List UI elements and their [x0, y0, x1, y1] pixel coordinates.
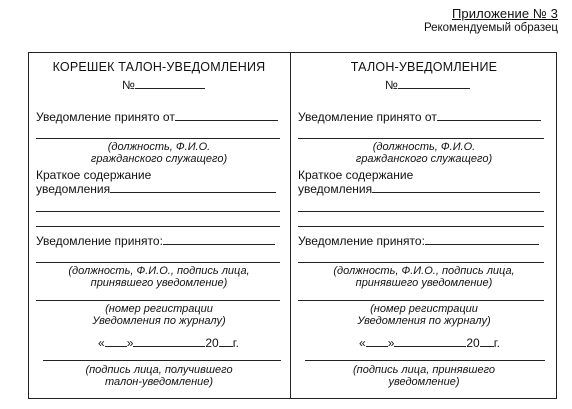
summary-line-3 — [298, 226, 544, 227]
stub-received-from — [36, 110, 278, 124]
accepted-label: Уведомление принято: — [36, 234, 163, 248]
date-year: 20 — [205, 336, 219, 350]
received-from-line-2 — [298, 138, 544, 139]
accepted-line — [425, 234, 539, 245]
note-line: (должность, Ф.И.О. — [107, 141, 211, 153]
date-suffix: г. — [232, 336, 239, 350]
note-line: талон-уведомление) — [104, 376, 214, 388]
appendix-header — [424, 6, 558, 36]
summary-line — [110, 182, 276, 193]
note-line: (должность, Ф.И.О., подпись лица, — [68, 265, 250, 277]
note-line: гражданского служащего) — [355, 153, 493, 165]
received-from-line — [175, 110, 278, 121]
number-sign: № — [122, 78, 135, 92]
slip-title: ТАЛОН-УВЕДОМЛЕНИЕ — [350, 60, 498, 74]
summary-label-2: уведомления — [36, 182, 111, 196]
note-line: принявшего уведомление) — [90, 277, 228, 289]
date-quote-open: « — [359, 336, 366, 350]
note-line: (должность, Ф.И.О. — [372, 141, 476, 153]
month-line — [133, 336, 205, 347]
recommended-sample-label: Рекомендуемый образец — [423, 22, 558, 34]
note-line: гражданского служащего) — [90, 153, 228, 165]
summary-line-2 — [36, 211, 280, 212]
summary-line — [372, 182, 540, 193]
stub-position-note — [28, 141, 290, 165]
note-line: принявшего уведомление) — [355, 277, 493, 289]
received-from-line-2 — [36, 138, 280, 139]
note-line: Уведомления по журналу) — [357, 315, 491, 327]
slip-received-from — [298, 110, 541, 124]
received-from-label: Уведомление принято от — [298, 110, 437, 124]
slip-position-note — [291, 141, 557, 165]
number-line — [135, 78, 205, 89]
summary-label-2: уведомления — [298, 182, 373, 196]
received-from-label: Уведомление принято от — [36, 110, 175, 124]
day-line — [366, 336, 388, 347]
accepted-line-2 — [36, 262, 280, 263]
stub-number-label — [122, 78, 205, 92]
received-from-line — [437, 110, 541, 121]
year-line — [480, 336, 494, 347]
stub-receiver-note — [28, 364, 290, 388]
number-line — [398, 78, 470, 89]
date-quote-close: » — [387, 336, 395, 350]
slip-acceptor-signature-note — [291, 364, 557, 388]
day-line — [105, 336, 127, 347]
date-quote-close: » — [126, 336, 134, 350]
stub-summary — [36, 168, 276, 196]
note-line: (подпись лица, принявшего — [352, 364, 496, 376]
stub-title: КОРЕШЕК ТАЛОН-УВЕДОМЛЕНИЯ — [52, 60, 266, 74]
accepted-line-2 — [298, 262, 544, 263]
slip-accepted — [298, 234, 539, 248]
stub-date — [98, 336, 239, 350]
note-line: уведомление) — [388, 376, 460, 388]
slip-date — [359, 336, 500, 350]
registration-line — [298, 300, 544, 301]
accepted-label: Уведомление принято: — [298, 234, 425, 248]
summary-line-3 — [36, 226, 280, 227]
note-line: Уведомления по журналу) — [92, 315, 226, 327]
number-sign: № — [385, 78, 398, 92]
slip-summary — [298, 168, 540, 196]
registration-line — [36, 300, 280, 301]
receiver-signature-line — [43, 360, 281, 361]
month-line — [394, 336, 466, 347]
stub-registration-note — [28, 303, 290, 327]
summary-line-2 — [298, 211, 544, 212]
note-line: (должность, Ф.И.О., подпись лица, — [333, 265, 515, 277]
year-line — [219, 336, 233, 347]
stub-acceptor-note — [28, 265, 290, 289]
accepted-line — [163, 234, 275, 245]
summary-label-1: Краткое содержание — [298, 168, 414, 182]
slip-acceptor-note — [291, 265, 557, 289]
summary-label-1: Краткое содержание — [36, 168, 152, 182]
date-year: 20 — [466, 336, 480, 350]
slip-number-label — [385, 78, 470, 92]
appendix-number: Приложение № 3 — [451, 6, 558, 21]
note-line: (номер регистрации — [105, 303, 213, 315]
column-divider — [290, 52, 291, 399]
acceptor-signature-line — [305, 360, 545, 361]
date-suffix: г. — [493, 336, 500, 350]
slip-registration-note — [291, 303, 557, 327]
date-quote-open: « — [98, 336, 105, 350]
note-line: (подпись лица, получившего — [85, 364, 233, 376]
stub-accepted — [36, 234, 275, 248]
note-line: (номер регистрации — [370, 303, 478, 315]
